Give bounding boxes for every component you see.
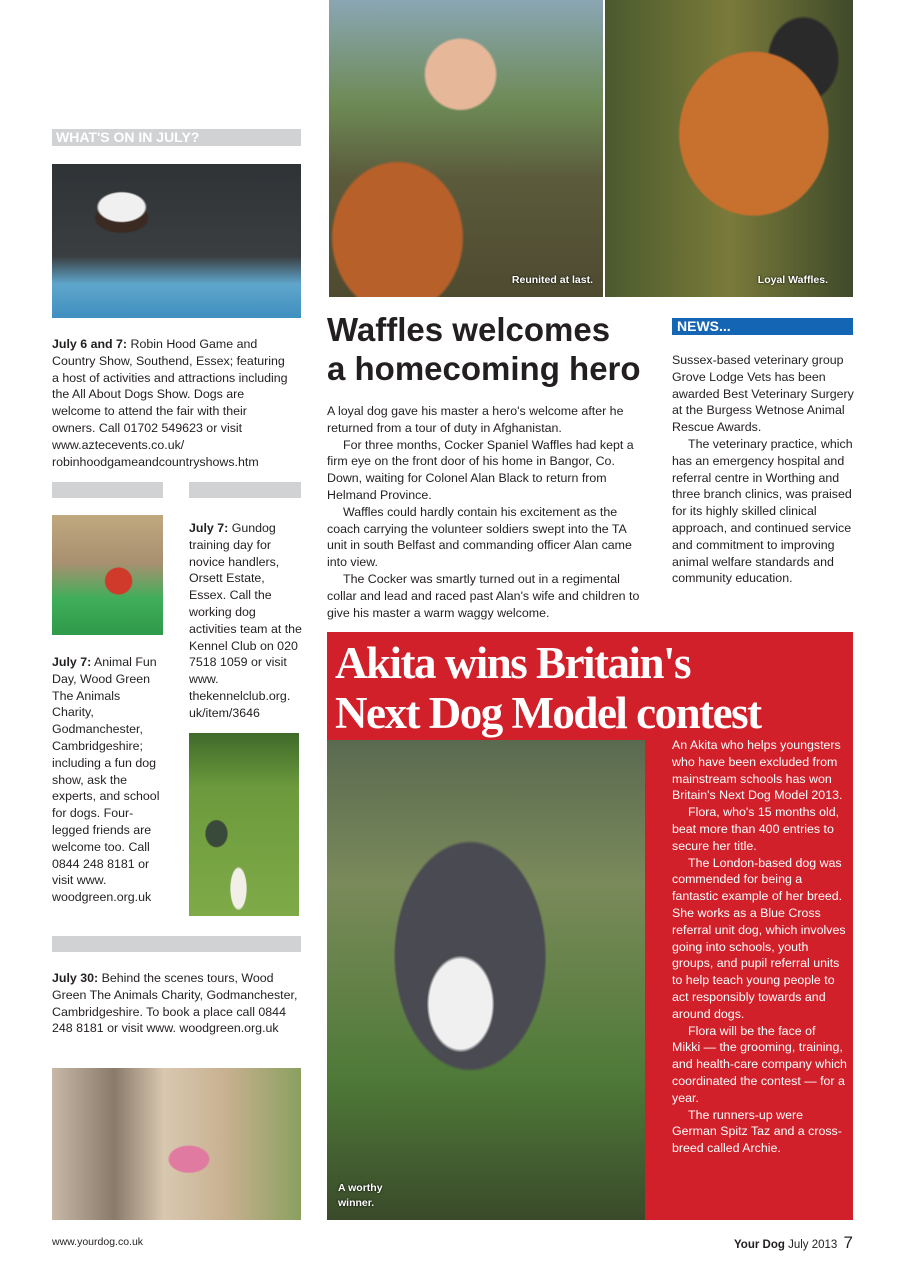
photo-caption: A worthy winner.: [338, 1182, 383, 1209]
paragraph: The London-based dog was commended for being a fantastic example of her breed. She works as a Blue Cross referral unit dog, which involves going into schools, youth groups, and pupil referral units to help teach young people to act responsibly towards and around dogs.: [672, 855, 846, 1021]
akita-body: [672, 737, 847, 1157]
event-date: July 6 and 7:: [52, 337, 128, 351]
event-date: July 7:: [52, 655, 92, 669]
headline-line: Akita wins Britain's: [335, 638, 691, 688]
event-text: Robin Hood Game and Country Show, Southend, Essex; featuring a host of activities and attractions including the All About Dogs Show. Dogs are welcome to attend the fair with their owners. Call 01702 549623 or visit www.aztecevents.co.uk/ robinhoodgameandcountryshows.htm: [52, 337, 288, 469]
divider-bar: [52, 482, 163, 498]
paragraph: For three months, Cocker Spaniel Waffles had kept a firm eye on the front door of his home in Bangor, Co. Down, waiting for Colonel Alan Black to return from Helmand Province.: [327, 437, 634, 502]
footer-url: www.yourdog.co.uk: [52, 1236, 144, 1248]
headline-line: Waffles welcomes: [327, 311, 611, 348]
photo-caption: Loyal Waffles.: [757, 274, 828, 286]
paragraph: The veterinary practice, which has an emergency hospital and referral centre in Worthing and three branch clinics, was praised for its highly skilled clinical approach, and continued service and commitment to improving animal welfare standards and community education.: [672, 436, 853, 586]
event-gundog-day: [189, 520, 304, 722]
magazine-name: Your Dog: [733, 1239, 785, 1251]
paragraph: An Akita who helps youngsters who have been excluded from mainstream schools has won Britain's Next Dog Model 2013.: [672, 738, 843, 803]
paragraph: Sussex-based veterinary group Grove Lodge Vets has been awarded Best Veterinary Surgery at the Burgess Wetnose Animal Rescue Awards.: [672, 353, 854, 435]
paragraph: The Cocker was smartly turned out in a regimental collar and lead and raced past Alan's wife and children to give his master a warm waggy welcome.: [327, 571, 640, 620]
photo-akita: [327, 740, 645, 1220]
akita-headline: [335, 638, 761, 738]
headline-line: a homecoming hero: [327, 350, 641, 387]
waffles-headline: [327, 310, 657, 388]
news-body: [672, 352, 857, 587]
waffles-body: [327, 403, 645, 621]
headline-line: Next Dog Model contest: [335, 688, 761, 738]
event-behind-scenes: [52, 970, 302, 1037]
photo-soldier-with-dog: [329, 0, 603, 297]
event-text: Behind the scenes tours, Wood Green The Animals Charity, Godmanchester, Cambridgeshire. To book a place call 0844 248 8181 or visit www. woodgreen.org.uk: [52, 971, 298, 1036]
photo-caption: Reunited at last.: [511, 274, 593, 286]
paragraph: Flora will be the face of Mikki — the grooming, training, and health-care company which coordinated the contest — for a year.: [672, 1023, 847, 1105]
event-robin-hood: [52, 336, 292, 470]
event-text: Animal Fun Day, Wood Green The Animals Charity, Godmanchester, Cambridgeshire; including a fun dog show, ask the experts, and school for dogs. Four-legged friends are welcome too. Call 0844 248 8181 or visit www. woodgreen.org.uk: [52, 655, 160, 905]
event-date: July 7:: [189, 521, 229, 535]
divider-bar: [189, 482, 301, 498]
event-animal-fun-day: [52, 654, 164, 906]
paragraph: The runners-up were German Spitz Taz and a cross-breed called Archie.: [672, 1107, 842, 1156]
news-header: NEWS...: [672, 318, 853, 335]
footer-issue: [734, 1233, 853, 1253]
page-number: 7: [843, 1233, 853, 1252]
divider-bar: [52, 936, 301, 952]
paragraph: Waffles could hardly contain his excitement as the coach carrying the volunteer soldiers swept into the TA unit in south Belfast and commanding officer Alan came into view.: [327, 504, 632, 570]
photo-kennel-tour: [52, 1068, 301, 1220]
photo-gundog-training: [189, 733, 299, 916]
whats-on-header: WHAT'S ON IN JULY?: [52, 129, 301, 146]
event-text: Gundog training day for novice handlers, Orsett Estate, Essex. Call the working dog activities team at the Kennel Club on 020 7518 1059 or visit www. thekennelclub.org. uk/item/3646: [189, 521, 302, 720]
paragraph: A loyal dog gave his master a hero's welcome after he returned from a tour of duty in Afghanistan.: [327, 404, 624, 435]
photo-agility-dog: [52, 515, 163, 635]
akita-feature: [327, 632, 853, 1220]
paragraph: Flora, who's 15 months old, beat more than 400 entries to secure her title.: [672, 805, 840, 853]
photo-dog-diving: [52, 164, 301, 318]
event-date: July 30:: [52, 971, 99, 985]
photo-cocker-spaniel: [605, 0, 853, 297]
issue-date: July 2013: [788, 1239, 838, 1251]
